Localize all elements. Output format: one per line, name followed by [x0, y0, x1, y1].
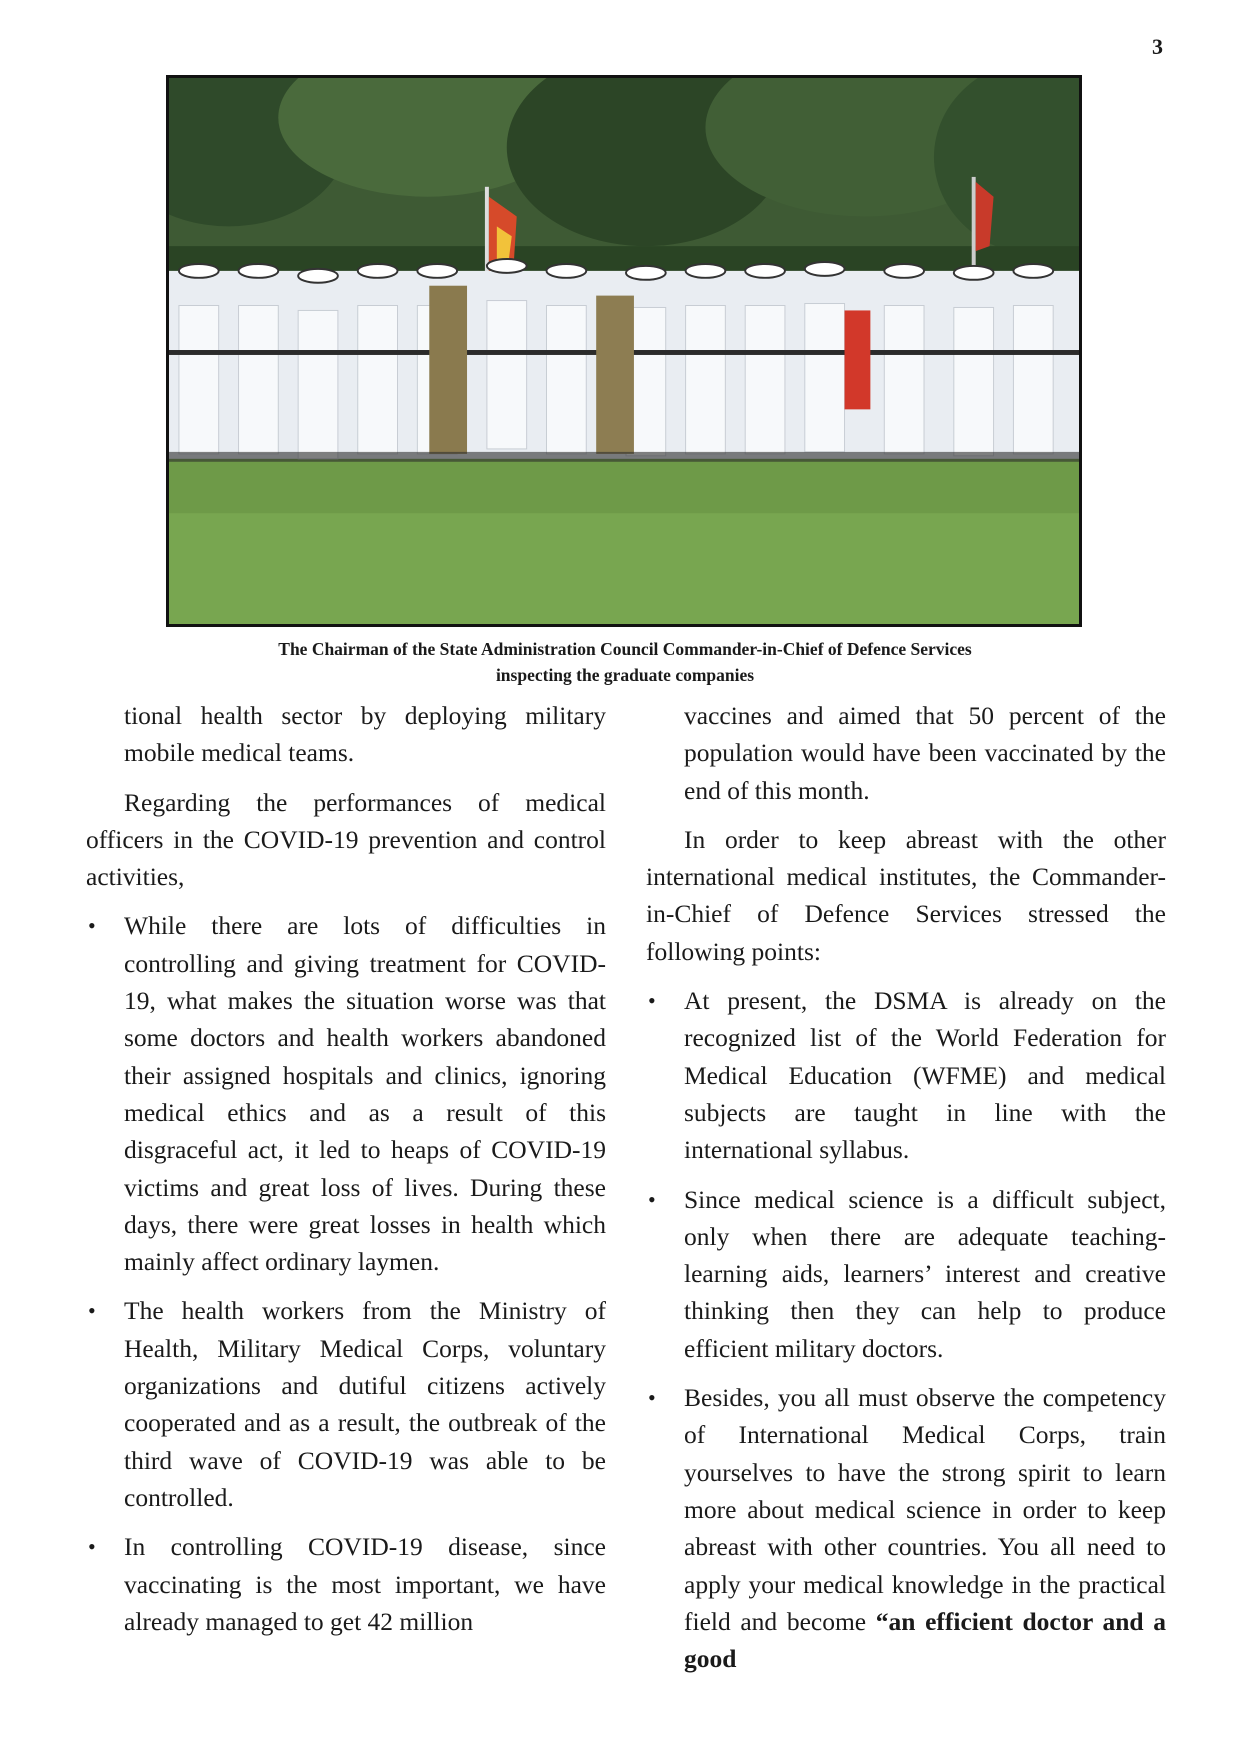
list-item-text: Since medical science is a difficult subject, only when there are adequate teaching-learning aids, learners’ interest and creative thinking then they can help to produce efficient military doctors.	[684, 1184, 1166, 1363]
right-column	[646, 697, 1166, 1689]
caption-line-2: inspecting the graduate companies	[495, 665, 755, 685]
left-paragraph-1: tional health sector by deploying military mobile medical teams.	[124, 701, 606, 768]
list-item	[646, 1379, 1166, 1677]
list-item-text: The health workers from the Ministry of Health, Military Medical Corps, voluntary organizations and dutiful citizens actively cooperated and as a result, the outbreak of the third wave of COVID-19 was able to be controlled.	[124, 1296, 606, 1512]
bullet-icon: •	[648, 1186, 656, 1212]
list-item	[86, 907, 606, 1280]
list-item	[86, 1292, 606, 1516]
right-paragraph-1: vaccines and aimed that 50 percent of the population would have been vaccinated by the end of this month.	[684, 701, 1166, 805]
bullet-icon: •	[88, 1534, 96, 1560]
caption-line-1: The Chairman of the State Administration Council Commander-in-Chief of Defence Services	[278, 639, 972, 659]
list-item	[646, 982, 1166, 1168]
left-bullet-list	[86, 907, 606, 1640]
photo-caption	[140, 636, 1110, 688]
bullet-icon: •	[88, 913, 96, 939]
right-bullet-list	[646, 982, 1166, 1677]
emphasis-text: “an efficient doctor and a good	[684, 1606, 1166, 1674]
page-number: 3	[1152, 34, 1163, 59]
bullet-icon: •	[648, 988, 656, 1014]
list-item	[646, 1181, 1166, 1367]
left-column	[86, 697, 606, 1652]
parade-photo	[166, 75, 1082, 627]
list-item-text: Besides, you all must observe the competency of International Medical Corps, train yourselves to have the strong spirit to learn more about medical science in order to keep abreast with other countries. You all need to apply your medical knowledge in the practical field and become	[684, 1383, 1166, 1636]
list-item	[86, 1528, 606, 1640]
list-item-text: In controlling COVID-19 disease, since vaccinating is the most important, we have already managed to get 42 million	[124, 1532, 606, 1636]
bullet-icon: •	[88, 1298, 96, 1324]
right-paragraph-2: In order to keep abreast with the other international medical institutes, the Commander-in-Chief of Defence Services stressed the following points:	[646, 824, 1166, 966]
bullet-icon: •	[648, 1385, 656, 1411]
left-paragraph-2: Regarding the performances of medical officers in the COVID-19 prevention and control activities,	[86, 787, 606, 892]
list-item-text: At present, the DSMA is already on the recognized list of the World Federation for Medical Education (WFME) and medical subjects are taught in line with the international syllabus.	[684, 986, 1166, 1165]
list-item-text: While there are lots of difficulties in controlling and giving treatment for COVID-19, what makes the situation worse was that some doctors and health workers abandoned their assigned hospitals and clinics, ignoring medical ethics and as a result of this disgraceful act, it led to heaps of COVID-19 victims and great loss of lives. During these days, there were great losses in health which mainly affect ordinary laymen.	[124, 911, 606, 1277]
